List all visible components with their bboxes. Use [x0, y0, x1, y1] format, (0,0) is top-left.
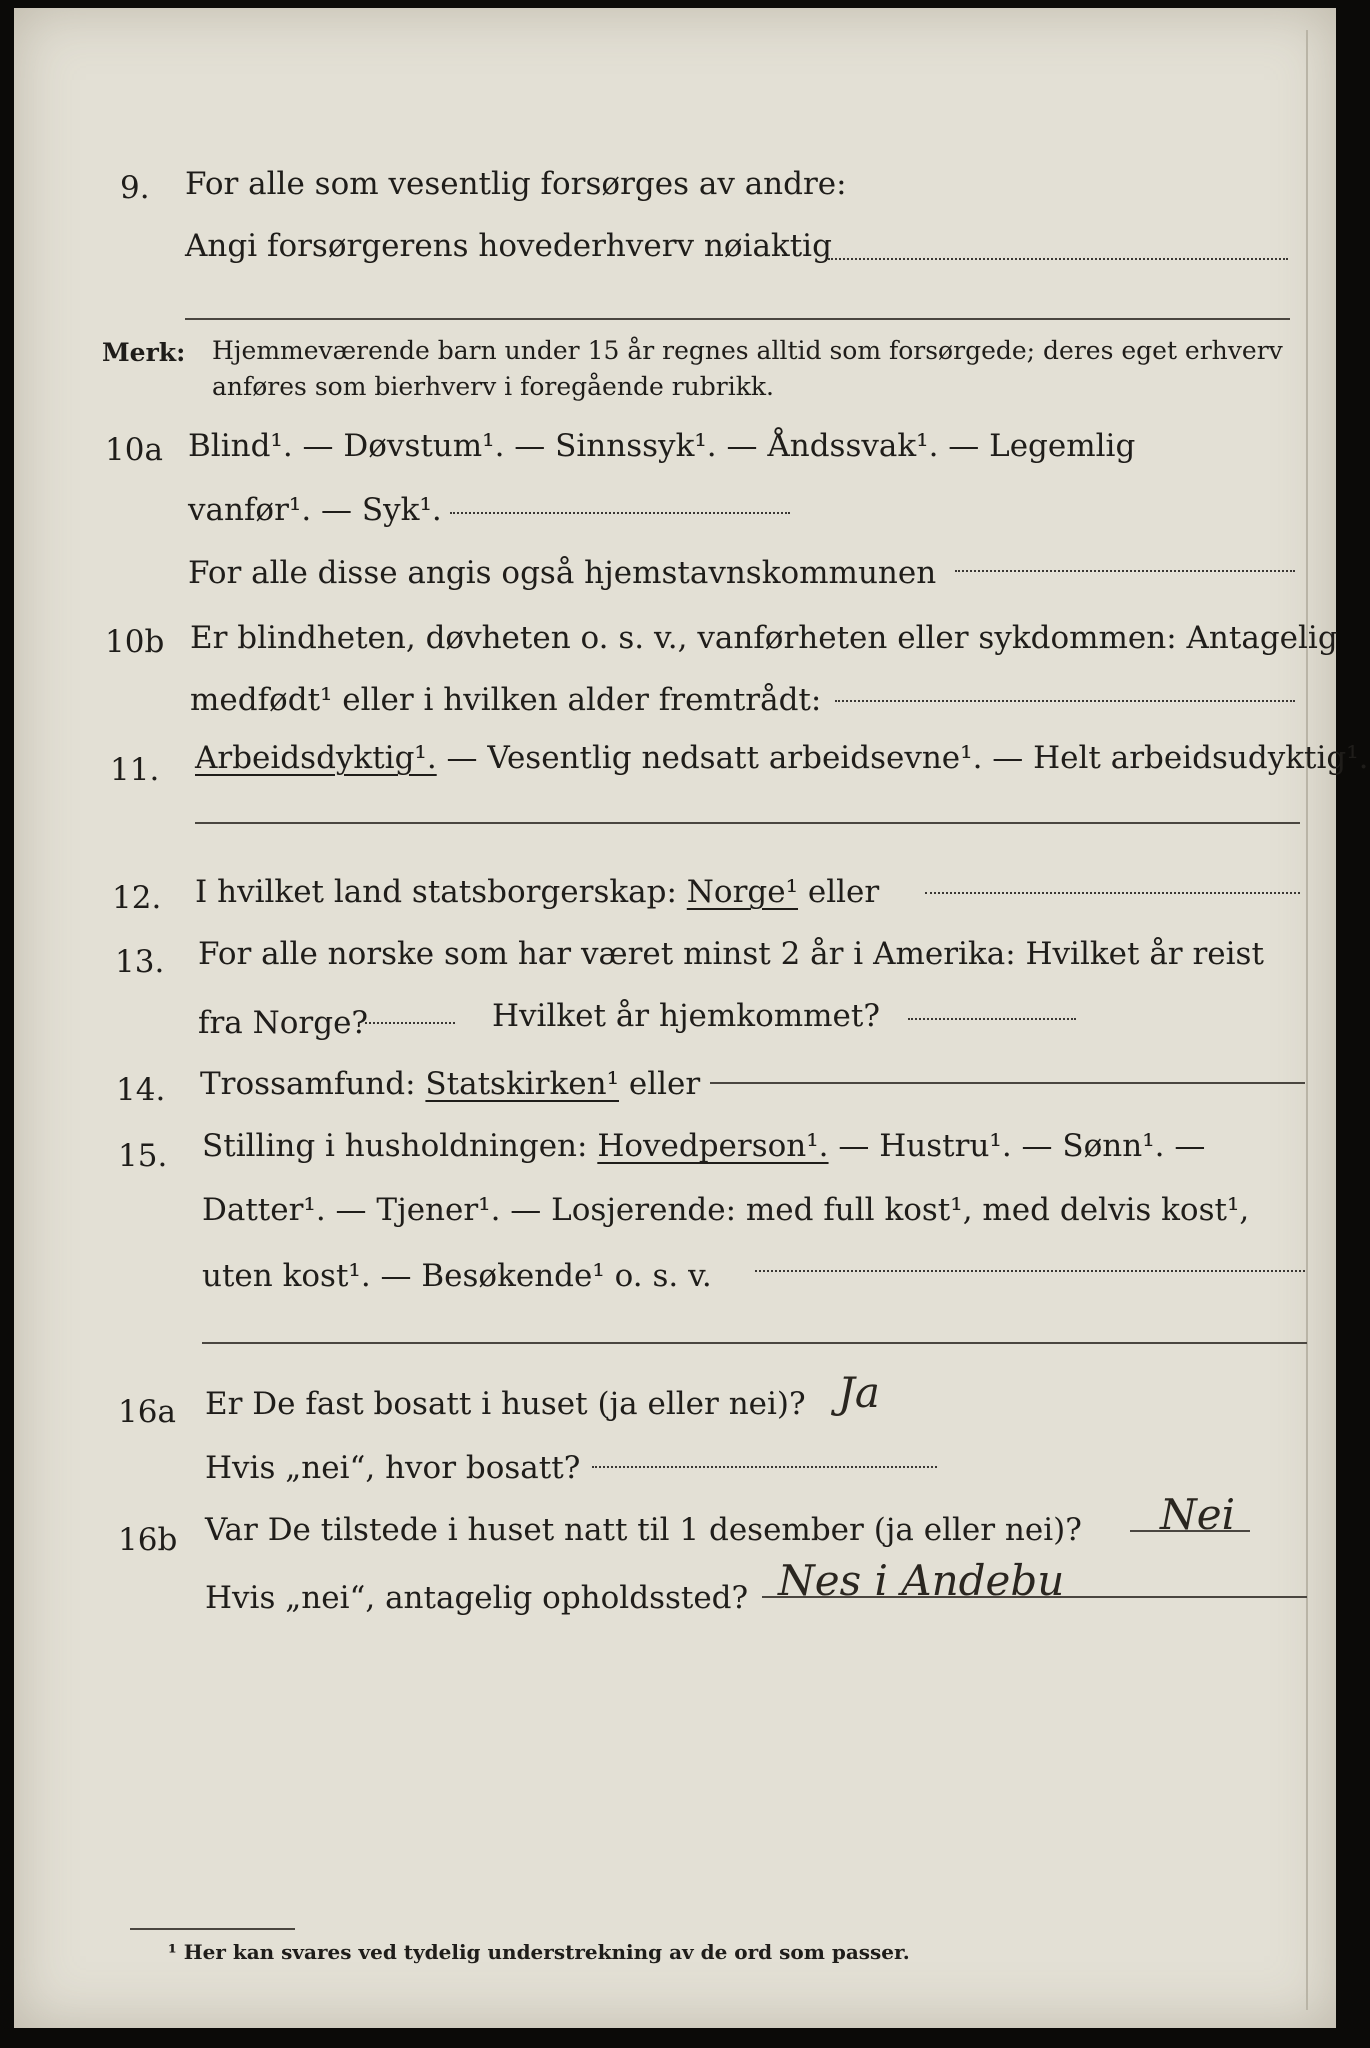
q10a-home-line [955, 570, 1295, 572]
q10a-number: 10a [105, 432, 163, 468]
q10b-line1: Er blindheten, døvheten o. s. v., vanførheten eller sykdommen: Antagelig [190, 620, 1338, 656]
q15-answer-line [755, 1270, 1305, 1272]
q11-number: 11. [110, 752, 160, 788]
q10a-line3: For alle disse angis også hjemstavnskommunen [188, 555, 937, 591]
q10b-line2: medfødt¹ eller i hvilken alder fremtrådt: [190, 682, 822, 718]
q15-underlined: Hovedperson¹. [597, 1128, 829, 1164]
footnote: ¹ Her kan svares ved tydelig understrekning av de ord som passer. [168, 1940, 910, 1964]
q12-answer-line [925, 892, 1300, 894]
q11-rest: — Vesentlig nedsatt arbeidsevne¹. — Helt arbeidsudyktig¹. [436, 740, 1369, 776]
q16b-answer1-line [1130, 1530, 1250, 1532]
q9-number: 9. [120, 170, 150, 206]
q10b-answer-line [835, 700, 1295, 702]
q14-underlined: Statskirken¹ [425, 1066, 619, 1102]
q14-line: Trossamfund: Statskirken¹ eller [200, 1066, 701, 1102]
q16b-number: 16b [118, 1522, 178, 1558]
merk-line1: Hjemmeværende barn under 15 år regnes alltid som forsørgede; deres eget erhverv [212, 336, 1283, 365]
q15-line2: Datter¹. — Tjener¹. — Losjerende: med full kost¹, med delvis kost¹, [202, 1192, 1250, 1228]
q11-underlined: Arbeidsdyktig¹. [195, 740, 437, 776]
page-edge [1306, 30, 1308, 2010]
q16b-answer1: Nei [1160, 1490, 1236, 1539]
q13-line2b: Hvilket år hjemkommet? [492, 998, 880, 1034]
q14-number: 14. [116, 1072, 166, 1108]
q16b-line2: Hvis „nei“, antagelig opholdssted? [205, 1580, 749, 1616]
q16b-line1: Var De tilstede i huset natt til 1 desember (ja eller nei)? [205, 1512, 1082, 1548]
q16a-answer: Ja [838, 1368, 880, 1417]
q13-line2a: fra Norge? [198, 1005, 369, 1041]
q12-underlined: Norge¹ [686, 874, 799, 910]
q16a-number: 16a [118, 1394, 176, 1430]
q9-line1: For alle som vesentlig forsørges av andre: [185, 166, 847, 202]
merk-line2: anføres som bierhverv i foregående rubrikk. [212, 372, 774, 401]
q12-line: I hvilket land statsborgerskap: Norge¹ eller [195, 874, 880, 910]
q10a-answer-line [450, 512, 790, 514]
q16b-answer2-line [762, 1596, 1307, 1598]
q16a-answer-line [592, 1466, 937, 1468]
q10a-line1: Blind¹. — Døvstum¹. — Sinnssyk¹. — Åndssvak¹. — Legemlig [188, 428, 1136, 464]
q16b-answer2: Nes i Andebu [778, 1556, 1065, 1605]
footnote-rule [130, 1928, 295, 1930]
q12-number: 12. [112, 880, 162, 916]
q16a-line2: Hvis „nei“, hvor bosatt? [205, 1450, 581, 1486]
q14-answer-line [710, 1082, 1305, 1084]
q16a-line1: Er De fast bosatt i huset (ja eller nei)? [205, 1386, 806, 1422]
q10b-number: 10b [105, 624, 165, 660]
q9-answer-line2 [185, 318, 1290, 320]
q13-year-back-line [908, 1018, 1076, 1020]
q13-line1: For alle norske som har været minst 2 år i Amerika: Hvilket år reist [198, 936, 1264, 972]
q11-answer-line [195, 822, 1300, 824]
q15-line1: Stilling i husholdningen: Hovedperson¹. — Hustru¹. — Sønn¹. — [202, 1128, 1206, 1164]
q13-number: 13. [115, 944, 165, 980]
q10a-line2: vanfør¹. — Syk¹. [188, 492, 442, 528]
merk-label: Merk: [102, 338, 186, 367]
q15-answer-line2 [202, 1342, 1307, 1344]
q15-number: 15. [118, 1138, 168, 1174]
q15-line3: uten kost¹. — Besøkende¹ o. s. v. [202, 1258, 712, 1294]
q9-line2: Angi forsørgerens hovederhverv nøiaktig [185, 228, 832, 264]
q13-year-left-line [365, 1022, 455, 1024]
q11-line [195, 740, 1369, 776]
q9-answer-line [828, 258, 1288, 260]
